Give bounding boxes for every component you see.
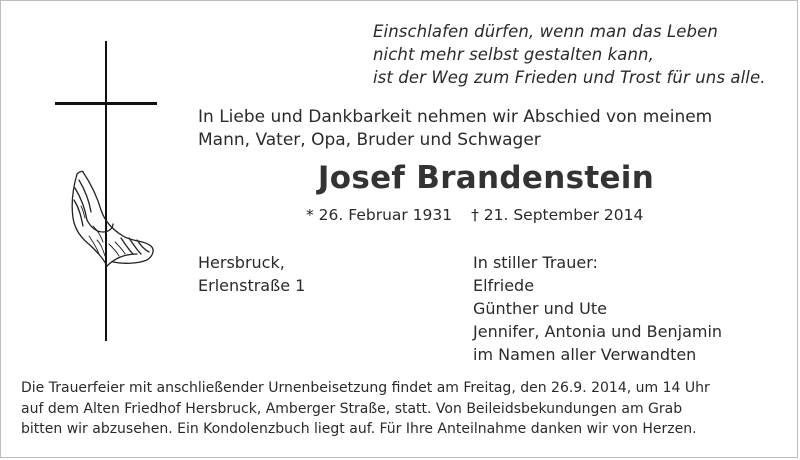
deceased-name: Josef Brandenstein xyxy=(317,160,655,196)
intro-line: In Liebe und Dankbarkeit nehmen wir Abschied von meinem xyxy=(198,107,713,127)
footer-line: Die Trauerfeier mit anschließender Urnenbeisetzung findet am Freitag, den 26.9. 2014, um 14 Uhr xyxy=(21,380,710,396)
address-line: Erlenstraße 1 xyxy=(198,276,306,295)
mourner-name: Jennifer, Antonia und Benjamin xyxy=(473,322,723,341)
birth-date: * 26. Februar 1931 xyxy=(306,206,453,224)
address-line: Hersbruck, xyxy=(198,253,285,272)
intro-text xyxy=(198,106,712,152)
mourners-list xyxy=(473,251,722,366)
funeral-details xyxy=(21,378,710,440)
death-date: † 21. September 2014 xyxy=(471,206,644,224)
intro-line: Mann, Vater, Opa, Bruder und Schwager xyxy=(198,130,541,150)
poem xyxy=(373,20,766,89)
address xyxy=(198,251,305,297)
poem-line: ist der Weg zum Frieden und Trost für uns alle. xyxy=(373,68,766,87)
poem-line: Einschlafen dürfen, wenn man das Leben xyxy=(373,22,718,41)
mourner-name: im Namen aller Verwandten xyxy=(473,345,697,364)
poem-line: nicht mehr selbst gestalten kann, xyxy=(373,45,654,64)
cross-horizontal-bar xyxy=(55,102,157,105)
footer-line: bitten wir abzusehen. Ein Kondolenzbuch liegt auf. Für Ihre Anteilnahme danken wir von Herzen. xyxy=(21,421,697,437)
footer-line: auf dem Alten Friedhof Hersbruck, Amberger Straße, statt. Von Beileidsbekundungen am Grab xyxy=(21,400,683,417)
life-dates xyxy=(306,206,657,224)
mourner-name: Günther und Ute xyxy=(473,299,607,318)
mourners-heading: In stiller Trauer: xyxy=(473,253,598,272)
mourner-name: Elfriede xyxy=(473,276,535,295)
